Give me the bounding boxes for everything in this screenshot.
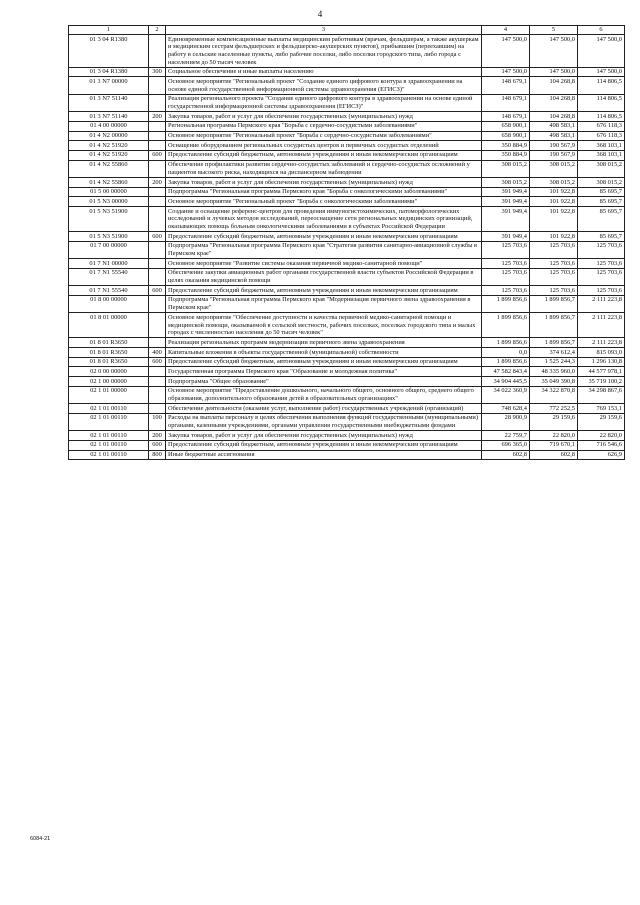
cell-amount-year-2: 104 268,8 bbox=[530, 94, 578, 111]
cell-description: Основное мероприятие "Предоставление дошкольного, начального общего, основного общего, среднего общего образования, дополнительного образования детей в образовательных организациях" bbox=[166, 386, 482, 403]
cell-amount-year-1: 34 022 360,9 bbox=[482, 386, 530, 403]
cell-code: 01 3 N7 51140 bbox=[69, 94, 149, 111]
cell-amount-year-1: 748 628,4 bbox=[482, 404, 530, 414]
cell-amount-year-3: 29 159,6 bbox=[578, 413, 625, 430]
cell-amount-year-2: 1 525 244,3 bbox=[530, 357, 578, 367]
cell-amount-year-2: 104 268,8 bbox=[530, 77, 578, 94]
cell-code: 02 1 00 00000 bbox=[69, 377, 149, 387]
cell-amount-year-1: 22 759,7 bbox=[482, 431, 530, 441]
cell-amount-year-1: 308 015,2 bbox=[482, 178, 530, 188]
cell-code: 01 3 N7 51140 bbox=[69, 112, 149, 122]
cell-description: Основное мероприятие "Развитие системы оказания первичной медико-санитарной помощи" bbox=[166, 259, 482, 269]
table-row bbox=[69, 259, 625, 269]
cell-amount-year-3: 85 695,7 bbox=[578, 187, 625, 197]
cell-description: Предоставление субсидий бюджетным, автономным учреждениям и иным некоммерческим организациям bbox=[166, 150, 482, 160]
header-col-6: 6 bbox=[578, 26, 625, 35]
cell-amount-year-1: 696 365,0 bbox=[482, 440, 530, 450]
table-row bbox=[69, 386, 625, 403]
cell-description: Закупка товаров, работ и услуг для обеспечения государственных (муниципальных) нужд bbox=[166, 178, 482, 188]
cell-description: Реализация регионального проекта "Создание единого цифрового контура в здравоохранении на основе единой государственной информационной системы здравоохранения (ЕГИСЗ)" bbox=[166, 94, 482, 111]
cell-amount-year-3: 85 695,7 bbox=[578, 197, 625, 207]
cell-code: 01 4 N2 55860 bbox=[69, 178, 149, 188]
cell-expense-type bbox=[149, 386, 166, 403]
cell-expense-type bbox=[149, 313, 166, 338]
cell-expense-type: 100 bbox=[149, 413, 166, 430]
cell-expense-type bbox=[149, 295, 166, 312]
cell-code: 01 5 N3 51900 bbox=[69, 207, 149, 232]
table-row bbox=[69, 357, 625, 367]
cell-amount-year-2: 125 703,6 bbox=[530, 241, 578, 258]
cell-code: 02 1 01 00110 bbox=[69, 440, 149, 450]
cell-amount-year-1: 308 015,2 bbox=[482, 160, 530, 177]
cell-description: Закупка товаров, работ и услуг для обеспечения государственных (муниципальных) нужд bbox=[166, 431, 482, 441]
cell-amount-year-1: 125 703,6 bbox=[482, 241, 530, 258]
cell-code: 01 3 N7 00000 bbox=[69, 77, 149, 94]
table-header-row bbox=[69, 26, 625, 35]
cell-amount-year-3: 308 015,2 bbox=[578, 178, 625, 188]
cell-expense-type bbox=[149, 377, 166, 387]
cell-description: Обеспечение деятельности (оказание услуг, выполнение работ) государственных учреждений (организаций) bbox=[166, 404, 482, 414]
header-col-5: 5 bbox=[530, 26, 578, 35]
cell-amount-year-1: 1 899 856,6 bbox=[482, 357, 530, 367]
cell-expense-type bbox=[149, 121, 166, 131]
cell-expense-type bbox=[149, 187, 166, 197]
cell-amount-year-1: 47 582 843,4 bbox=[482, 367, 530, 377]
cell-amount-year-1: 602,8 bbox=[482, 450, 530, 460]
table-row bbox=[69, 187, 625, 197]
cell-amount-year-2: 34 322 870,8 bbox=[530, 386, 578, 403]
cell-amount-year-2: 374 612,4 bbox=[530, 348, 578, 358]
page-number: 4 bbox=[317, 9, 323, 19]
cell-code: 01 5 N3 00000 bbox=[69, 197, 149, 207]
cell-amount-year-3: 2 111 223,8 bbox=[578, 313, 625, 338]
cell-amount-year-2: 719 670,1 bbox=[530, 440, 578, 450]
cell-amount-year-1: 28 900,9 bbox=[482, 413, 530, 430]
cell-code: 02 0 00 00000 bbox=[69, 367, 149, 377]
cell-description: Предоставление субсидий бюджетным, автономным учреждениям и иным некоммерческим организациям bbox=[166, 357, 482, 367]
cell-amount-year-3: 125 703,6 bbox=[578, 268, 625, 285]
cell-amount-year-2: 125 703,6 bbox=[530, 286, 578, 296]
cell-expense-type bbox=[149, 197, 166, 207]
cell-description: Единовременные компенсационные выплаты медицинским работникам (врачам, фельдшерам, а также акушеркам и медицинским сестрам фельдшерских и фельдшерско-акушерских пунктов), прибывшим (переехавшим) на работу в сельские населенные пункты, либо рабочие поселки, либо поселки городского типа, либо города с населением до 50 тысяч человек bbox=[166, 35, 482, 68]
table-row bbox=[69, 286, 625, 296]
cell-amount-year-1: 148 679,1 bbox=[482, 77, 530, 94]
cell-amount-year-1: 658 900,1 bbox=[482, 131, 530, 141]
cell-code: 01 3 04 R1380 bbox=[69, 35, 149, 68]
cell-amount-year-3: 676 118,3 bbox=[578, 121, 625, 131]
table-row bbox=[69, 268, 625, 285]
cell-description: Основное мероприятие "Региональный проект "Борьба с сердечно-сосудистыми заболеваниями" bbox=[166, 131, 482, 141]
cell-amount-year-2: 602,8 bbox=[530, 450, 578, 460]
cell-description: Подпрограмма "Общее образование" bbox=[166, 377, 482, 387]
cell-amount-year-3: 2 111 223,8 bbox=[578, 295, 625, 312]
table-row bbox=[69, 367, 625, 377]
header-col-2: 2 bbox=[149, 26, 166, 35]
cell-amount-year-3: 125 703,6 bbox=[578, 286, 625, 296]
cell-expense-type bbox=[149, 207, 166, 232]
cell-amount-year-1: 658 900,1 bbox=[482, 121, 530, 131]
cell-expense-type bbox=[149, 338, 166, 348]
table-row bbox=[69, 121, 625, 131]
cell-amount-year-2: 498 583,1 bbox=[530, 121, 578, 131]
cell-amount-year-1: 148 679,1 bbox=[482, 112, 530, 122]
cell-code: 01 4 00 00000 bbox=[69, 121, 149, 131]
cell-expense-type bbox=[149, 367, 166, 377]
cell-amount-year-3: 147 500,0 bbox=[578, 35, 625, 68]
cell-expense-type bbox=[149, 241, 166, 258]
cell-amount-year-3: 44 577 978,1 bbox=[578, 367, 625, 377]
cell-amount-year-3: 114 806,5 bbox=[578, 77, 625, 94]
cell-expense-type bbox=[149, 268, 166, 285]
cell-description: Обеспечение профилактики развития сердечно-сосудистых заболеваний и сердечно-сосудистых осложнений у пациентов высокого риска, находящихся на диспансерном наблюдении bbox=[166, 160, 482, 177]
cell-amount-year-2: 101 922,8 bbox=[530, 187, 578, 197]
table-row bbox=[69, 377, 625, 387]
cell-code: 02 1 01 00110 bbox=[69, 413, 149, 430]
cell-amount-year-2: 772 252,5 bbox=[530, 404, 578, 414]
cell-amount-year-2: 498 583,1 bbox=[530, 131, 578, 141]
cell-amount-year-2: 101 922,8 bbox=[530, 232, 578, 242]
cell-amount-year-1: 0,0 bbox=[482, 348, 530, 358]
cell-amount-year-2: 308 015,2 bbox=[530, 160, 578, 177]
cell-amount-year-2: 125 703,6 bbox=[530, 268, 578, 285]
cell-amount-year-1: 391 949,4 bbox=[482, 187, 530, 197]
cell-amount-year-2: 125 703,6 bbox=[530, 259, 578, 269]
cell-code: 01 7 N1 55540 bbox=[69, 268, 149, 285]
table-row bbox=[69, 35, 625, 68]
cell-description: Подпрограмма "Региональная программа Пермского края "Борьба с онкологическими заболеваниями" bbox=[166, 187, 482, 197]
cell-amount-year-1: 391 949,4 bbox=[482, 232, 530, 242]
table-row bbox=[69, 77, 625, 94]
cell-amount-year-1: 125 703,6 bbox=[482, 259, 530, 269]
cell-amount-year-2: 101 922,8 bbox=[530, 207, 578, 232]
cell-expense-type: 600 bbox=[149, 150, 166, 160]
table-row bbox=[69, 232, 625, 242]
table-row bbox=[69, 413, 625, 430]
cell-expense-type: 600 bbox=[149, 440, 166, 450]
cell-amount-year-2: 190 567,9 bbox=[530, 141, 578, 151]
cell-amount-year-3: 769 153,1 bbox=[578, 404, 625, 414]
cell-description: Основное мероприятие "Региональный проект "Борьба с онкологическими заболеваниями" bbox=[166, 197, 482, 207]
table-row bbox=[69, 178, 625, 188]
cell-description: Предоставление субсидий бюджетным, автономным учреждениям и иным некоммерческим организациям bbox=[166, 232, 482, 242]
cell-expense-type bbox=[149, 404, 166, 414]
cell-amount-year-1: 391 949,4 bbox=[482, 197, 530, 207]
cell-amount-year-2: 48 335 960,0 bbox=[530, 367, 578, 377]
cell-amount-year-3: 1 296 130,8 bbox=[578, 357, 625, 367]
cell-expense-type: 400 bbox=[149, 348, 166, 358]
cell-amount-year-1: 350 884,9 bbox=[482, 141, 530, 151]
cell-amount-year-3: 125 703,6 bbox=[578, 259, 625, 269]
cell-amount-year-3: 85 695,7 bbox=[578, 232, 625, 242]
cell-expense-type: 600 bbox=[149, 286, 166, 296]
cell-amount-year-2: 104 268,8 bbox=[530, 112, 578, 122]
table-row bbox=[69, 440, 625, 450]
cell-amount-year-2: 29 159,6 bbox=[530, 413, 578, 430]
cell-amount-year-2: 35 049 390,8 bbox=[530, 377, 578, 387]
cell-code: 01 4 N2 51920 bbox=[69, 141, 149, 151]
cell-code: 02 1 01 00000 bbox=[69, 386, 149, 403]
cell-expense-type: 200 bbox=[149, 112, 166, 122]
table-row bbox=[69, 141, 625, 151]
cell-description: Основное мероприятие "Обеспечение доступности и качества первичной медико-санитарной помощи и медицинской помощи, оказываемой в сельской местности, рабочих поселках, поселках городского типа и малых городах с численностью населения до 50 тысяч человек" bbox=[166, 313, 482, 338]
cell-description: Реализация региональных программ модернизации первичного звена здравоохранения bbox=[166, 338, 482, 348]
cell-code: 01 4 N2 55860 bbox=[69, 160, 149, 177]
header-col-4: 4 bbox=[482, 26, 530, 35]
cell-expense-type bbox=[149, 35, 166, 68]
cell-expense-type: 200 bbox=[149, 431, 166, 441]
cell-amount-year-3: 676 118,3 bbox=[578, 131, 625, 141]
cell-amount-year-1: 147 500,0 bbox=[482, 35, 530, 68]
cell-expense-type bbox=[149, 94, 166, 111]
table-row bbox=[69, 197, 625, 207]
cell-amount-year-2: 308 015,2 bbox=[530, 178, 578, 188]
cell-amount-year-1: 350 884,9 bbox=[482, 150, 530, 160]
cell-expense-type: 600 bbox=[149, 232, 166, 242]
cell-amount-year-3: 368 103,1 bbox=[578, 141, 625, 151]
cell-code: 02 1 01 00110 bbox=[69, 404, 149, 414]
cell-code: 01 8 00 00000 bbox=[69, 295, 149, 312]
cell-amount-year-3: 34 298 867,6 bbox=[578, 386, 625, 403]
cell-description: Подпрограмма "Региональная программа Пермского края "Стратегия развития санитарно-авиационной службы в Пермском крае" bbox=[166, 241, 482, 258]
table-row bbox=[69, 150, 625, 160]
cell-code: 01 8 01 R3650 bbox=[69, 357, 149, 367]
cell-amount-year-3: 626,9 bbox=[578, 450, 625, 460]
cell-code: 01 5 N3 51900 bbox=[69, 232, 149, 242]
table-row bbox=[69, 94, 625, 111]
cell-description: Предоставление субсидий бюджетным, автономным учреждениям и иным некоммерческим организациям bbox=[166, 440, 482, 450]
cell-expense-type: 800 bbox=[149, 450, 166, 460]
cell-description: Капитальные вложения в объекты государственной (муниципальной) собственности bbox=[166, 348, 482, 358]
cell-code: 01 7 N1 00000 bbox=[69, 259, 149, 269]
table-row bbox=[69, 112, 625, 122]
cell-expense-type bbox=[149, 141, 166, 151]
table-row bbox=[69, 431, 625, 441]
table-row bbox=[69, 160, 625, 177]
cell-expense-type bbox=[149, 259, 166, 269]
cell-code: 01 7 00 00000 bbox=[69, 241, 149, 258]
cell-expense-type bbox=[149, 131, 166, 141]
cell-amount-year-3: 114 806,5 bbox=[578, 112, 625, 122]
cell-amount-year-3: 114 806,5 bbox=[578, 94, 625, 111]
cell-description: Закупка товаров, работ и услуг для обеспечения государственных (муниципальных) нужд bbox=[166, 112, 482, 122]
budget-table bbox=[68, 25, 625, 460]
cell-code: 01 4 N2 00000 bbox=[69, 131, 149, 141]
header-col-3: 3 bbox=[166, 26, 482, 35]
cell-code: 01 7 N1 55540 bbox=[69, 286, 149, 296]
cell-amount-year-1: 147 500,0 bbox=[482, 67, 530, 77]
cell-description: Государственная программа Пермского края "Образование и молодежная политика" bbox=[166, 367, 482, 377]
cell-amount-year-1: 1 899 856,6 bbox=[482, 338, 530, 348]
cell-amount-year-2: 147 500,0 bbox=[530, 67, 578, 77]
table-row bbox=[69, 241, 625, 258]
cell-code: 01 8 01 R3650 bbox=[69, 348, 149, 358]
cell-amount-year-2: 190 567,9 bbox=[530, 150, 578, 160]
table-row bbox=[69, 404, 625, 414]
cell-description: Расходы на выплаты персоналу в целях обеспечения выполнения функций государственными (муниципальными) органами, казенными учреждениями, органами управления государственными внебюджетными фондами bbox=[166, 413, 482, 430]
cell-amount-year-1: 1 899 856,6 bbox=[482, 313, 530, 338]
cell-description: Предоставление субсидий бюджетным, автономным учреждениям и иным некоммерческим организациям bbox=[166, 286, 482, 296]
cell-amount-year-3: 2 111 223,8 bbox=[578, 338, 625, 348]
table-row bbox=[69, 131, 625, 141]
cell-code: 02 1 01 00110 bbox=[69, 450, 149, 460]
cell-amount-year-2: 1 899 856,7 bbox=[530, 313, 578, 338]
table-row bbox=[69, 295, 625, 312]
footer-mark: 6084-21 bbox=[30, 836, 51, 842]
cell-amount-year-3: 815 093,0 bbox=[578, 348, 625, 358]
cell-amount-year-2: 1 899 856,7 bbox=[530, 338, 578, 348]
cell-code: 01 5 00 00000 bbox=[69, 187, 149, 197]
cell-expense-type bbox=[149, 160, 166, 177]
cell-amount-year-1: 148 679,1 bbox=[482, 94, 530, 111]
cell-description: Иные бюджетные ассигнования bbox=[166, 450, 482, 460]
table-body bbox=[69, 35, 625, 460]
table-row bbox=[69, 207, 625, 232]
cell-description: Создание и оснащение референс-центров для проведения иммуногистохимических, патоморфологических исследований и лучевых методов исследований, переоснащение сети региональных медицинских организаций, оказывающих помощь больным онкологическими заболеваниями в субъектах Российской Федерации bbox=[166, 207, 482, 232]
cell-description: Социальное обеспечение и иные выплаты населению bbox=[166, 67, 482, 77]
cell-amount-year-2: 101 922,8 bbox=[530, 197, 578, 207]
cell-code: 01 8 01 00000 bbox=[69, 313, 149, 338]
table-row bbox=[69, 313, 625, 338]
cell-amount-year-3: 716 546,6 bbox=[578, 440, 625, 450]
cell-code: 01 4 N2 51920 bbox=[69, 150, 149, 160]
cell-amount-year-3: 147 500,0 bbox=[578, 67, 625, 77]
cell-amount-year-2: 1 899 856,7 bbox=[530, 295, 578, 312]
cell-code: 01 8 01 R3650 bbox=[69, 338, 149, 348]
cell-amount-year-1: 125 703,6 bbox=[482, 268, 530, 285]
cell-code: 02 1 01 00110 bbox=[69, 431, 149, 441]
cell-code: 01 3 04 R1380 bbox=[69, 67, 149, 77]
cell-amount-year-2: 22 820,0 bbox=[530, 431, 578, 441]
cell-expense-type: 600 bbox=[149, 357, 166, 367]
cell-description: Основное мероприятие "Региональный проект "Создание единого цифрового контура в здравоохранении на основе единой государственной информационной системы здравоохранения (ЕГИСЗ)" bbox=[166, 77, 482, 94]
table-row bbox=[69, 67, 625, 77]
cell-expense-type: 200 bbox=[149, 178, 166, 188]
cell-expense-type: 300 bbox=[149, 67, 166, 77]
table-row bbox=[69, 338, 625, 348]
cell-description: Обеспечение закупки авиационных работ органами государственной власти субъектов Российской Федерации в целях оказания медицинской помощи bbox=[166, 268, 482, 285]
cell-amount-year-1: 1 899 856,6 bbox=[482, 295, 530, 312]
cell-amount-year-3: 125 703,6 bbox=[578, 241, 625, 258]
header-col-1: 1 bbox=[69, 26, 149, 35]
cell-amount-year-3: 35 719 100,2 bbox=[578, 377, 625, 387]
cell-amount-year-3: 368 103,1 bbox=[578, 150, 625, 160]
cell-amount-year-3: 308 015,2 bbox=[578, 160, 625, 177]
cell-description: Оснащение оборудованием региональных сосудистых центров и первичных сосудистых отделений bbox=[166, 141, 482, 151]
cell-expense-type bbox=[149, 77, 166, 94]
cell-amount-year-1: 125 703,6 bbox=[482, 286, 530, 296]
table-row bbox=[69, 450, 625, 460]
cell-amount-year-2: 147 500,0 bbox=[530, 35, 578, 68]
cell-amount-year-3: 85 695,7 bbox=[578, 207, 625, 232]
table-row bbox=[69, 348, 625, 358]
cell-description: Региональная программа Пермского края "Борьба с сердечно-сосудистыми заболеваниями" bbox=[166, 121, 482, 131]
cell-amount-year-1: 34 904 445,5 bbox=[482, 377, 530, 387]
cell-description: Подпрограмма "Региональная программа Пермского края "Модернизация первичного звена здравоохранения в Пермском крае" bbox=[166, 295, 482, 312]
cell-amount-year-1: 391 949,4 bbox=[482, 207, 530, 232]
cell-amount-year-3: 22 820,0 bbox=[578, 431, 625, 441]
